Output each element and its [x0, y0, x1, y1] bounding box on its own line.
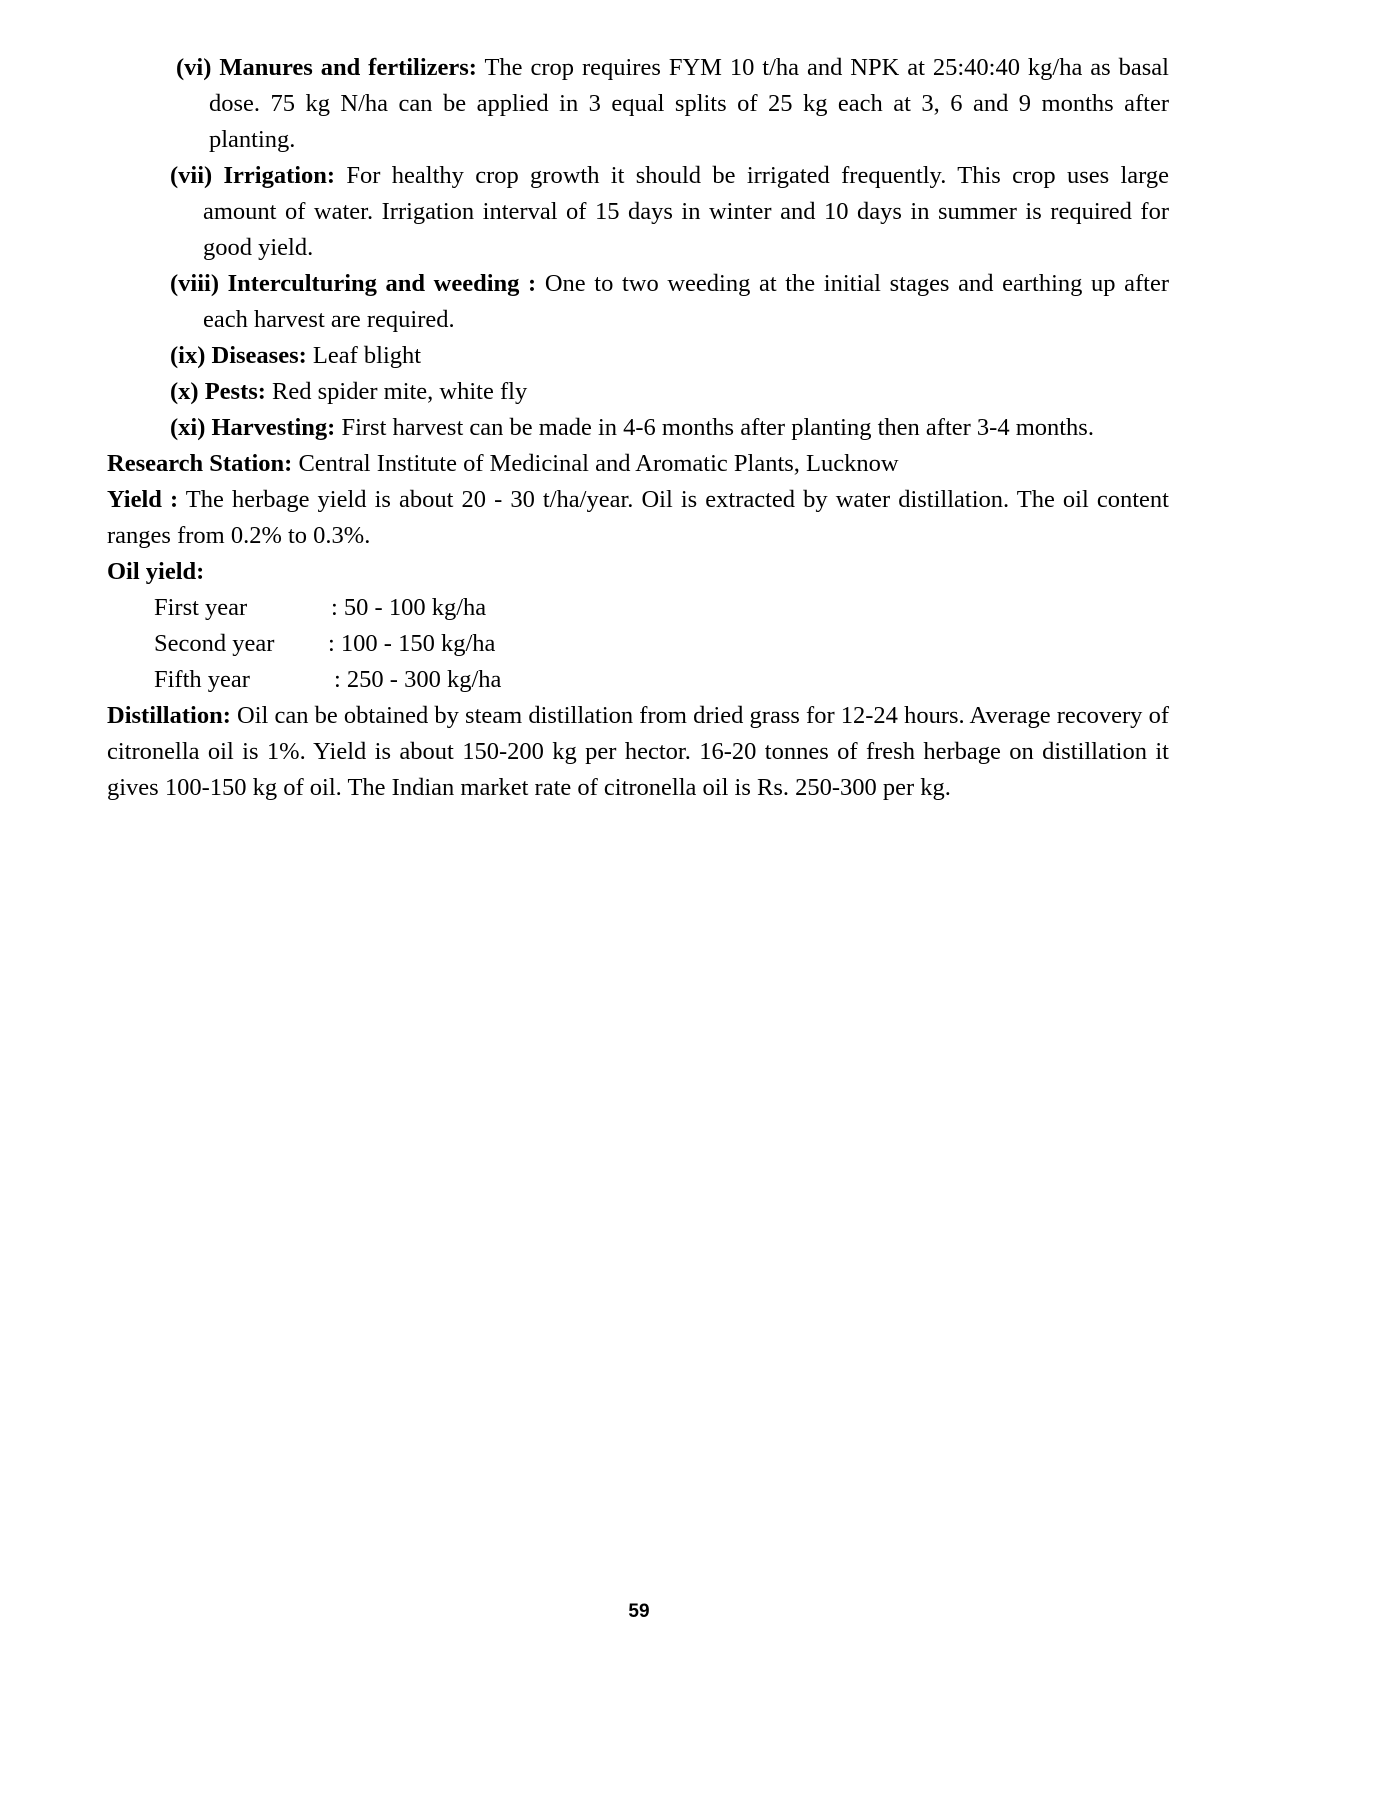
item-manures-fertilizers: [176, 50, 1169, 158]
item-text: Leaf blight: [306, 342, 422, 369]
oil-yield-row: [154, 662, 1169, 698]
item-text: Red spider mite, white fly: [265, 378, 528, 405]
research-station-label: Research Station:: [107, 450, 293, 477]
oil-yield-row-value: : 100 - 150 kg/ha: [328, 630, 496, 657]
item-text: One to two weeding at the initial stages and earthing up after each harvest are required.: [203, 270, 1169, 333]
yield-paragraph: [107, 482, 1169, 554]
item-label: (xi) Harvesting:: [170, 414, 336, 441]
item-label: (vi) Manures and fertilizers:: [176, 54, 477, 81]
item-label: (x) Pests:: [170, 378, 266, 405]
oil-yield-row-value: : 250 - 300 kg/ha: [334, 666, 502, 693]
oil-yield-row-value: : 50 - 100 kg/ha: [331, 594, 487, 621]
oil-yield-row: [154, 590, 1169, 626]
oil-yield-row: [154, 626, 1169, 662]
page-number: 59: [628, 1601, 650, 1622]
yield-text: The herbage yield is about 20 - 30 t/ha/year. Oil is extracted by water distillation. The oil content ranges from 0.2% to 0.3%.: [107, 486, 1169, 549]
yield-label: Yield :: [107, 486, 179, 513]
oil-yield-row-label: Second year: [154, 630, 275, 657]
distillation-label: Distillation:: [107, 702, 231, 729]
item-text: The crop requires FYM 10 t/ha and NPK at 25:40:40 kg/ha as basal dose. 75 kg N/ha can be applied in 3 equal splits of 25 kg each at 3, 6 and 9 months after planting.: [209, 54, 1169, 153]
research-station-paragraph: [107, 446, 1169, 482]
research-station-text: Central Institute of Medicinal and Aromatic Plants, Lucknow: [292, 450, 899, 477]
item-label: (vii) Irrigation:: [170, 162, 336, 189]
item-pests: [170, 374, 1169, 410]
item-interculturing-weeding: [170, 266, 1169, 338]
item-irrigation: [170, 158, 1169, 266]
item-harvesting: [170, 410, 1169, 446]
item-diseases: [170, 338, 1169, 374]
item-label: (viii) Interculturing and weeding :: [170, 270, 537, 297]
item-label: (ix) Diseases:: [170, 342, 307, 369]
oil-yield-row-label: Fifth year: [154, 666, 250, 693]
distillation-paragraph: [107, 698, 1169, 806]
page-content: [107, 50, 1169, 806]
item-text: For healthy crop growth it should be irrigated frequently. This crop uses large amount of water. Irrigation interval of 15 days in winter and 10 days in summer is required for good yield.: [203, 162, 1169, 261]
item-text: First harvest can be made in 4-6 months after planting then after 3-4 months.: [335, 414, 1094, 441]
distillation-text: Oil can be obtained by steam distillation from dried grass for 12-24 hours. Average recovery of citronella oil is 1%. Yield is about 150-200 kg per hector. 16-20 tonnes of fresh herbage on distillation it gives 100-150 kg of oil. The Indian market rate of citronella oil is Rs. 250-300 per kg.: [107, 702, 1169, 801]
oil-yield-heading: Oil yield:: [107, 558, 205, 585]
oil-yield-row-label: First year: [154, 594, 248, 621]
